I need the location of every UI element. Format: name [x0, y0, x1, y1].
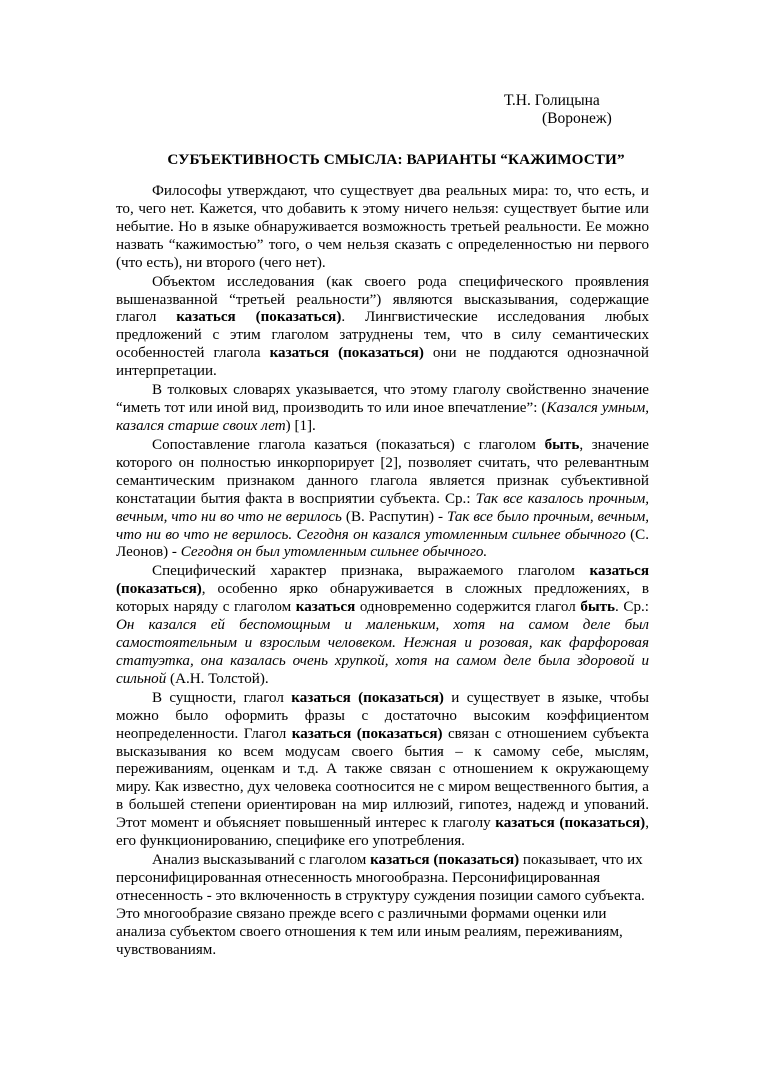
paragraph-text: показывает, что их персонифицированная отнесенность многообразна. Персонифицированная отнесенность - это включенность в структуру суждения позиции самого субъекта. Это многообразие связано прежде всего с различными формами оценки или анализа субъектом своего отношения к тем или иным реалиям, переживаниям, чувствованиям.	[116, 852, 645, 958]
paragraph-text: связан с отношением субъекта высказывания ко всем модусам своего бытия – к самому себе, мыслям, переживаниям, оценкам и т.д. А также связан с отношением к окружающему миру. Как известно, дух человека соотносится не с миром вещественного бытия, а в большей степени ориентирован на мир иллюзий, гипотез, надежд и упований. Этот момент и объясняет повышенный интерес к глаголу	[116, 725, 649, 832]
paragraph-text: , значение которого он полностью инкорпорирует [2], позволяет считать, что релевантным семантическим признаком данного глагола является признак субъективной констатации бытия факта в восприятии субъекта. Ср.:	[116, 436, 649, 507]
paragraph	[116, 274, 649, 381]
paragraph-text: В сущности, глагол	[152, 689, 292, 706]
bold-term: казаться (показаться)	[116, 563, 649, 598]
paragraph	[116, 437, 649, 562]
paragraph-text: Объектом исследования (как своего рода специфического проявления вышеназванной “третьей реальности”) являются высказывания, содержащие глагол	[116, 273, 649, 326]
paragraph-text: Анализ высказываний с глаголом	[152, 852, 371, 869]
paragraph-text: Сопоставление глагола казаться (показаться) с глаголом	[152, 436, 545, 453]
bold-term: казаться (показаться)	[495, 815, 646, 832]
bold-term: казаться (показаться)	[291, 725, 443, 742]
italic-example: Он казался ей беспомощным и маленьким, хотя на самом деле был самостоятельным и взрослым человеком. Нежная и розовая, как фарфоровая статуэтка, она казалась очень хрупкой, хотя на самом деле была здоровой и сильной	[116, 617, 649, 687]
paragraph-text: , особенно ярко обнаруживается в сложных предложениях, в которых наряду с глаголом	[116, 581, 649, 616]
paragraph-text: Специфический характер признака, выражаемого глаголом	[152, 563, 590, 580]
paragraph-text: (С. Леонов) -	[116, 526, 649, 561]
paragraph-text: (А.Н. Толстой).	[166, 670, 269, 687]
author-name: Т.Н. Голицына	[504, 92, 600, 109]
article-title: СУБЪЕКТИВНОСТЬ СМЫСЛА: ВАРИАНТЫ “КАЖИМОСТИ”	[167, 151, 625, 168]
paragraph-text: . Ср.:	[615, 599, 649, 616]
paragraph-text: они не поддаются однозначной интерпретации.	[116, 345, 649, 380]
paragraph	[116, 382, 649, 436]
paragraph-text: Философы утверждают, что существует два реальных мира: то, что есть, и то, чего нет. Кажется, что добавить к этому ничего нельзя: существует бытие или небытие. Но в языке обнаруживается возможность третьей реальности. Ее можно назвать “кажимостью” того, о чем нельзя сказать с определенностью ни первого (что есть), ни второго (чего нет).	[116, 183, 649, 271]
italic-example: Сегодня он был утомленным сильнее обычного.	[180, 544, 488, 561]
italic-example: Казался умным, казался старше своих лет	[116, 400, 649, 434]
italic-example: Так все было прочным, вечным, что ни во что не верилось. Сегодня он казался утомленным сильнее обычного	[116, 508, 650, 543]
paragraph	[116, 690, 649, 851]
bold-term: казаться (показаться)	[291, 689, 444, 706]
author-city: (Воронеж)	[542, 110, 612, 127]
italic-example: Так все казалось прочным, вечным, что ни во что не верилось	[116, 490, 649, 525]
bold-term: казаться (показаться)	[370, 852, 520, 869]
paragraph	[116, 852, 649, 959]
paragraph-text: ) [1].	[285, 417, 316, 434]
bold-term: казаться (показаться)	[269, 345, 424, 362]
paragraph-text: . Лингвистические исследования любых предложений с этим глаголом затруднены тем, что в силу семантических особенностей глагола	[116, 309, 649, 362]
paragraph-text: и существует в языке, чтобы можно было оформить фразы с достаточно высоким коэффициентом неопределенности. Глагол	[116, 689, 649, 742]
paragraph-text	[236, 309, 256, 325]
paragraph-text: (В. Распутин) -	[341, 508, 447, 525]
bold-term: казаться	[295, 599, 356, 616]
bold-term: (показаться)	[255, 309, 342, 326]
article-body	[116, 183, 649, 961]
paragraph-text: В толковых словарях указывается, что этому глаголу свойственно значение “иметь тот или иной вид, производить то или иное впечатление”: (	[116, 382, 649, 417]
paragraph-text: одновременно содержится глагол	[355, 599, 581, 616]
bold-term: быть	[580, 599, 616, 616]
paragraph	[116, 183, 649, 273]
paragraph-text: , его функционированию, специфике его употребления.	[116, 815, 649, 850]
paragraph	[116, 563, 649, 688]
bold-term: быть	[544, 436, 580, 453]
author-block	[504, 92, 612, 128]
bold-term: казаться	[176, 309, 236, 326]
